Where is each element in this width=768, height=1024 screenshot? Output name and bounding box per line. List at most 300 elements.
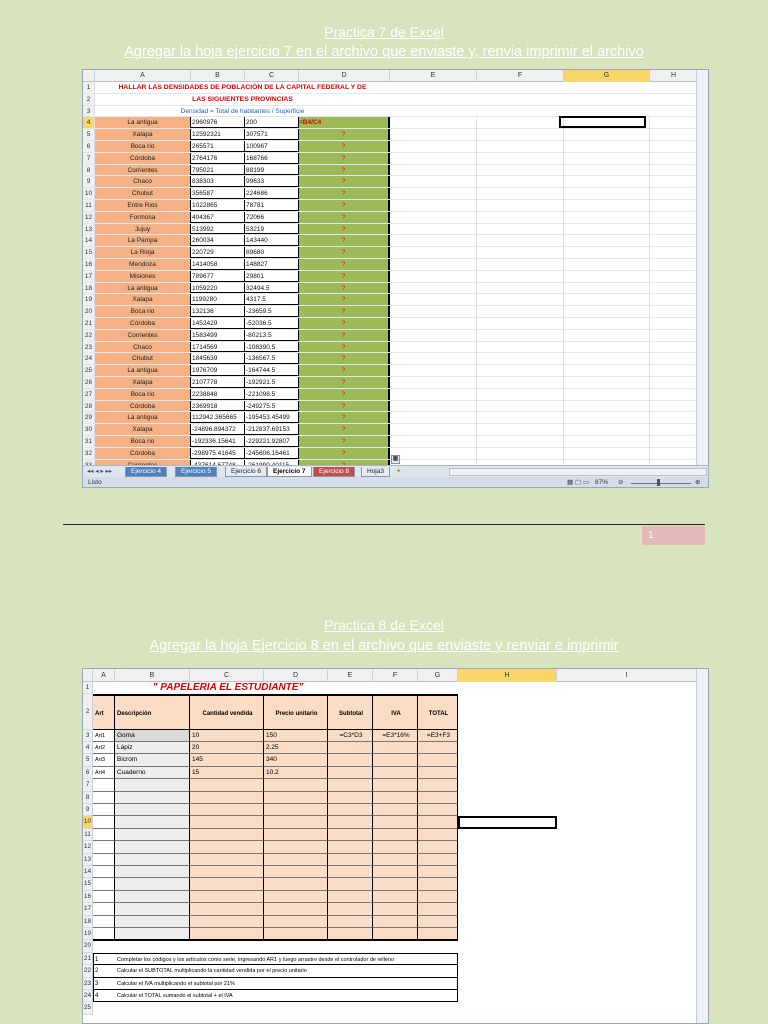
empty-cell[interactable]: [328, 854, 373, 866]
province-cell[interactable]: La Rioja: [95, 247, 191, 258]
density-cell[interactable]: ?: [299, 129, 390, 140]
population-cell[interactable]: 1845639: [191, 353, 245, 364]
empty-cell[interactable]: [650, 389, 698, 400]
density-cell[interactable]: ?: [299, 389, 390, 400]
empty-cell[interactable]: [477, 271, 564, 282]
surface-cell[interactable]: -136567.5: [245, 353, 299, 364]
empty-cell[interactable]: [390, 153, 477, 164]
row-header[interactable]: 1: [83, 682, 93, 694]
surface-cell[interactable]: -192921.5: [245, 377, 299, 388]
population-cell[interactable]: 12592321: [191, 129, 245, 140]
province-cell[interactable]: Boca rio: [95, 389, 191, 400]
population-cell[interactable]: -192336.15641: [191, 436, 245, 447]
empty-cell[interactable]: [373, 866, 418, 878]
item-iva-cell[interactable]: [373, 767, 418, 779]
province-cell[interactable]: Mendoza: [95, 259, 191, 270]
surface-cell[interactable]: -108390.5: [245, 342, 299, 353]
empty-cell[interactable]: [93, 841, 115, 853]
empty-cell[interactable]: [373, 854, 418, 866]
population-cell[interactable]: 2764176: [191, 153, 245, 164]
empty-cell[interactable]: [564, 165, 650, 176]
density-cell[interactable]: ?: [299, 448, 390, 459]
empty-cell[interactable]: [477, 176, 564, 187]
surface-cell[interactable]: 4317.5: [245, 294, 299, 305]
row-header[interactable]: 27: [83, 389, 95, 400]
empty-cell[interactable]: [390, 176, 477, 187]
item-iva-cell[interactable]: [373, 754, 418, 766]
empty-cell[interactable]: [477, 141, 564, 152]
empty-cell[interactable]: [93, 792, 115, 804]
item-sub-cell[interactable]: [328, 742, 373, 754]
province-cell[interactable]: La antigua: [95, 365, 191, 376]
empty-cell[interactable]: [373, 891, 418, 903]
empty-cell[interactable]: [115, 841, 190, 853]
row-header[interactable]: 13: [83, 224, 95, 235]
row-header[interactable]: 25: [83, 365, 95, 376]
empty-cell[interactable]: [190, 779, 264, 791]
empty-cell[interactable]: [650, 188, 698, 199]
empty-cell[interactable]: [190, 854, 264, 866]
empty-cell[interactable]: [477, 165, 564, 176]
row-header[interactable]: 16: [83, 891, 93, 903]
row-header[interactable]: 10: [83, 188, 95, 199]
surface-cell[interactable]: -245606.16461: [245, 448, 299, 459]
empty-cell[interactable]: [264, 779, 328, 791]
surface-cell[interactable]: 72066: [245, 212, 299, 223]
province-cell[interactable]: Xalapa: [95, 294, 191, 305]
row-header[interactable]: 17: [83, 271, 95, 282]
empty-cell[interactable]: [328, 916, 373, 928]
empty-cell[interactable]: [93, 866, 115, 878]
density-cell[interactable]: ?: [299, 365, 390, 376]
empty-cell[interactable]: [564, 353, 650, 364]
empty-cell[interactable]: [564, 247, 650, 258]
province-cell[interactable]: Chubut: [95, 188, 191, 199]
empty-cell[interactable]: [477, 235, 564, 246]
tab-hoja3[interactable]: Hoja3: [361, 467, 390, 477]
empty-cell[interactable]: [390, 389, 477, 400]
surface-cell[interactable]: -229221.92807: [245, 436, 299, 447]
column-header-h[interactable]: H: [650, 70, 698, 82]
empty-cell[interactable]: [477, 353, 564, 364]
population-cell[interactable]: 2960976: [191, 117, 245, 128]
row-header[interactable]: 25: [83, 1002, 93, 1014]
row-header[interactable]: 23: [83, 978, 93, 990]
empty-cell[interactable]: [564, 377, 650, 388]
empty-cell[interactable]: [564, 306, 650, 317]
empty-cell[interactable]: [190, 792, 264, 804]
empty-cell[interactable]: [418, 804, 458, 816]
empty-cell[interactable]: [650, 224, 698, 235]
row-header[interactable]: 9: [83, 804, 93, 816]
empty-cell[interactable]: [328, 878, 373, 890]
empty-cell[interactable]: [390, 259, 477, 270]
zoom-slider[interactable]: [631, 483, 691, 484]
empty-cell[interactable]: [564, 200, 650, 211]
empty-cell[interactable]: [418, 854, 458, 866]
column-header-a[interactable]: A: [95, 70, 191, 82]
surface-cell[interactable]: 29801: [245, 271, 299, 282]
empty-cell[interactable]: [373, 841, 418, 853]
density-cell[interactable]: ?: [299, 318, 390, 329]
row-header[interactable]: 18: [83, 283, 95, 294]
density-cell[interactable]: ?: [299, 235, 390, 246]
surface-cell[interactable]: -249275.5: [245, 401, 299, 412]
population-cell[interactable]: 1414058: [191, 259, 245, 270]
empty-cell[interactable]: [650, 176, 698, 187]
empty-cell[interactable]: [650, 200, 698, 211]
item-price-cell[interactable]: 150: [264, 730, 328, 742]
row-header[interactable]: 11: [83, 829, 93, 841]
row-header[interactable]: 5: [83, 129, 95, 140]
empty-cell[interactable]: [477, 259, 564, 270]
empty-cell[interactable]: [564, 330, 650, 341]
surface-cell[interactable]: 168766: [245, 153, 299, 164]
empty-cell[interactable]: [564, 235, 650, 246]
province-cell[interactable]: Chubut: [95, 353, 191, 364]
province-cell[interactable]: Córdoba: [95, 153, 191, 164]
empty-cell[interactable]: [477, 224, 564, 235]
density-cell[interactable]: ?: [299, 200, 390, 211]
item-price-cell[interactable]: 10.2: [264, 767, 328, 779]
empty-cell[interactable]: [650, 129, 698, 140]
empty-cell[interactable]: [564, 259, 650, 270]
empty-cell[interactable]: [264, 903, 328, 915]
empty-cell[interactable]: [418, 878, 458, 890]
row-header[interactable]: 9: [83, 176, 95, 187]
empty-cell[interactable]: [373, 779, 418, 791]
item-price-cell[interactable]: 340: [264, 754, 328, 766]
row-header[interactable]: 24: [83, 353, 95, 364]
column-header-d[interactable]: D: [264, 669, 328, 682]
empty-cell[interactable]: [477, 377, 564, 388]
province-cell[interactable]: Xalapa: [95, 424, 191, 435]
item-iva-cell[interactable]: =E3*16%: [373, 730, 418, 742]
empty-cell[interactable]: [190, 829, 264, 841]
row-header[interactable]: 8: [83, 165, 95, 176]
empty-cell[interactable]: [373, 916, 418, 928]
empty-cell[interactable]: [390, 401, 477, 412]
item-qty-cell[interactable]: 20: [190, 742, 264, 754]
density-cell[interactable]: ?: [299, 141, 390, 152]
empty-cell[interactable]: [328, 792, 373, 804]
empty-cell[interactable]: [190, 916, 264, 928]
row-header[interactable]: 20: [83, 940, 93, 952]
column-header-b[interactable]: B: [115, 669, 190, 682]
province-cell[interactable]: Xalapa: [95, 377, 191, 388]
row-header[interactable]: 30: [83, 424, 95, 435]
density-cell[interactable]: ?: [299, 153, 390, 164]
empty-cell[interactable]: [477, 342, 564, 353]
empty-cell[interactable]: [328, 841, 373, 853]
empty-cell[interactable]: [328, 779, 373, 791]
row-header[interactable]: 3: [83, 730, 93, 742]
row-header[interactable]: 29: [83, 412, 95, 423]
population-cell[interactable]: 404367: [191, 212, 245, 223]
empty-cell[interactable]: [650, 342, 698, 353]
column-header-e[interactable]: E: [390, 70, 477, 82]
surface-cell[interactable]: -52036.5: [245, 318, 299, 329]
empty-cell[interactable]: [190, 891, 264, 903]
empty-cell[interactable]: [477, 412, 564, 423]
empty-cell[interactable]: [564, 176, 650, 187]
population-cell[interactable]: 1022865: [191, 200, 245, 211]
empty-cell[interactable]: [650, 412, 698, 423]
row-header[interactable]: 7: [83, 779, 93, 791]
surface-cell[interactable]: 53219: [245, 224, 299, 235]
empty-cell[interactable]: [190, 841, 264, 853]
surface-cell[interactable]: -23659.5: [245, 306, 299, 317]
row-header[interactable]: 15: [83, 878, 93, 890]
empty-cell[interactable]: [328, 829, 373, 841]
province-cell[interactable]: Boca rio: [95, 141, 191, 152]
empty-cell[interactable]: [564, 389, 650, 400]
empty-cell[interactable]: [93, 816, 115, 828]
row-header[interactable]: 19: [83, 294, 95, 305]
item-price-cell[interactable]: 2.25: [264, 742, 328, 754]
item-total-cell[interactable]: [418, 754, 458, 766]
empty-cell[interactable]: [477, 306, 564, 317]
surface-cell[interactable]: 148827: [245, 259, 299, 270]
province-cell[interactable]: La antigua: [95, 283, 191, 294]
population-cell[interactable]: 132136: [191, 306, 245, 317]
empty-cell[interactable]: [418, 891, 458, 903]
row-header[interactable]: 10: [83, 816, 93, 828]
zoom-slider-thumb[interactable]: [657, 479, 660, 486]
province-cell[interactable]: Formosa: [95, 212, 191, 223]
item-art-cell[interactable]: Art2: [93, 742, 115, 754]
empty-cell[interactable]: [477, 117, 564, 128]
empty-cell[interactable]: [477, 389, 564, 400]
empty-cell[interactable]: [390, 436, 477, 447]
tab-ejercicio-5[interactable]: Ejercicio 5: [175, 467, 217, 477]
empty-cell[interactable]: [564, 342, 650, 353]
empty-cell[interactable]: [328, 866, 373, 878]
item-iva-cell[interactable]: [373, 742, 418, 754]
surface-cell[interactable]: 100967: [245, 141, 299, 152]
empty-cell[interactable]: [650, 235, 698, 246]
row-header[interactable]: 24: [83, 990, 93, 1002]
empty-cell[interactable]: [564, 283, 650, 294]
empty-cell[interactable]: [390, 283, 477, 294]
empty-cell[interactable]: [650, 271, 698, 282]
empty-cell[interactable]: [93, 903, 115, 915]
row-header[interactable]: 32: [83, 448, 95, 459]
surface-cell[interactable]: -80213.5: [245, 330, 299, 341]
surface-cell[interactable]: -164744.5: [245, 365, 299, 376]
surface-cell[interactable]: 89680: [245, 247, 299, 258]
column-header-h[interactable]: H: [458, 669, 557, 682]
row-header[interactable]: 2: [83, 94, 95, 105]
row-header[interactable]: 22: [83, 330, 95, 341]
empty-cell[interactable]: [115, 903, 190, 915]
empty-cell[interactable]: [564, 294, 650, 305]
province-cell[interactable]: Corrientes: [95, 330, 191, 341]
empty-cell[interactable]: [650, 212, 698, 223]
empty-cell[interactable]: [93, 804, 115, 816]
empty-cell[interactable]: [564, 318, 650, 329]
empty-cell[interactable]: [418, 816, 458, 828]
item-qty-cell[interactable]: 10: [190, 730, 264, 742]
population-cell[interactable]: 2238848: [191, 389, 245, 400]
empty-cell[interactable]: [328, 903, 373, 915]
empty-cell[interactable]: [650, 424, 698, 435]
empty-cell[interactable]: [418, 866, 458, 878]
row-header[interactable]: 31: [83, 436, 95, 447]
empty-cell[interactable]: [564, 365, 650, 376]
province-cell[interactable]: Corrientes: [95, 165, 191, 176]
empty-cell[interactable]: [477, 365, 564, 376]
surface-cell[interactable]: -212837.69153: [245, 424, 299, 435]
vertical-scrollbar[interactable]: [696, 70, 708, 465]
row-header[interactable]: 22: [83, 965, 93, 977]
item-qty-cell[interactable]: 145: [190, 754, 264, 766]
province-cell[interactable]: Córdoba: [95, 448, 191, 459]
province-cell[interactable]: Chaco: [95, 176, 191, 187]
empty-cell[interactable]: [650, 353, 698, 364]
empty-cell[interactable]: [390, 188, 477, 199]
vertical-scrollbar[interactable]: [696, 669, 708, 1024]
empty-cell[interactable]: [390, 330, 477, 341]
empty-cell[interactable]: [564, 141, 650, 152]
column-header-i[interactable]: I: [557, 669, 697, 682]
empty-cell[interactable]: [477, 283, 564, 294]
empty-cell[interactable]: [477, 424, 564, 435]
population-cell[interactable]: 838303: [191, 176, 245, 187]
empty-cell[interactable]: [115, 779, 190, 791]
empty-cell[interactable]: [373, 792, 418, 804]
item-sub-cell[interactable]: =C3*D3: [328, 730, 373, 742]
surface-cell[interactable]: 88199: [245, 165, 299, 176]
column-header-c[interactable]: C: [245, 70, 299, 82]
empty-cell[interactable]: [650, 283, 698, 294]
province-cell[interactable]: La antigua: [95, 412, 191, 423]
province-cell[interactable]: La antigua: [95, 117, 191, 128]
empty-cell[interactable]: [477, 330, 564, 341]
row-header[interactable]: 28: [83, 401, 95, 412]
empty-cell[interactable]: [93, 854, 115, 866]
empty-cell[interactable]: [93, 891, 115, 903]
population-cell[interactable]: 1199280: [191, 294, 245, 305]
empty-cell[interactable]: [564, 129, 650, 140]
density-cell[interactable]: ?: [299, 224, 390, 235]
empty-cell[interactable]: [390, 365, 477, 376]
province-cell[interactable]: La Pampa: [95, 235, 191, 246]
province-cell[interactable]: Misiones: [95, 271, 191, 282]
empty-cell[interactable]: [264, 891, 328, 903]
empty-cell[interactable]: [564, 224, 650, 235]
select-all-corner[interactable]: [83, 70, 95, 82]
column-header-g[interactable]: G: [418, 669, 458, 682]
population-cell[interactable]: -298975.41645: [191, 448, 245, 459]
population-cell[interactable]: 1583499: [191, 330, 245, 341]
population-cell[interactable]: 789677: [191, 271, 245, 282]
empty-cell[interactable]: [328, 891, 373, 903]
empty-cell[interactable]: [650, 330, 698, 341]
surface-cell[interactable]: 307571: [245, 129, 299, 140]
surface-cell[interactable]: -221098.5: [245, 389, 299, 400]
empty-cell[interactable]: [373, 804, 418, 816]
empty-cell[interactable]: [564, 188, 650, 199]
density-cell[interactable]: ?: [299, 283, 390, 294]
empty-cell[interactable]: [477, 401, 564, 412]
column-header-f[interactable]: F: [373, 669, 418, 682]
empty-cell[interactable]: [264, 841, 328, 853]
item-sub-cell[interactable]: [328, 754, 373, 766]
row-header[interactable]: 5: [83, 754, 93, 766]
tab-ejercicio-8[interactable]: Ejercicio 8: [313, 467, 355, 477]
empty-cell[interactable]: [650, 165, 698, 176]
population-cell[interactable]: 1059220: [191, 283, 245, 294]
row-header[interactable]: 14: [83, 866, 93, 878]
population-cell[interactable]: 513992: [191, 224, 245, 235]
item-sub-cell[interactable]: [328, 767, 373, 779]
empty-cell[interactable]: [650, 448, 698, 459]
empty-cell[interactable]: [373, 878, 418, 890]
empty-cell[interactable]: [115, 816, 190, 828]
province-cell[interactable]: Xalapa: [95, 129, 191, 140]
tab-ejercicio-7[interactable]: Ejercicio 7: [267, 467, 312, 477]
surface-cell[interactable]: 32494.5: [245, 283, 299, 294]
empty-cell[interactable]: [564, 412, 650, 423]
item-total-cell[interactable]: [418, 767, 458, 779]
column-header-e[interactable]: E: [328, 669, 373, 682]
empty-cell[interactable]: [115, 792, 190, 804]
row-header[interactable]: 26: [83, 377, 95, 388]
population-cell[interactable]: 2107778: [191, 377, 245, 388]
column-header-g[interactable]: G: [564, 70, 650, 82]
density-cell[interactable]: ?: [299, 412, 390, 423]
tab-ejercicio-6[interactable]: Ejercicio 6: [225, 467, 267, 477]
row-header[interactable]: 12: [83, 212, 95, 223]
empty-cell[interactable]: [390, 224, 477, 235]
empty-cell[interactable]: [264, 804, 328, 816]
empty-cell[interactable]: [650, 401, 698, 412]
empty-cell[interactable]: [390, 377, 477, 388]
empty-cell[interactable]: [264, 816, 328, 828]
empty-cell[interactable]: [418, 841, 458, 853]
population-cell[interactable]: 2369918: [191, 401, 245, 412]
empty-cell[interactable]: [115, 878, 190, 890]
item-desc-cell[interactable]: Cuaderno: [115, 767, 190, 779]
empty-cell[interactable]: [264, 829, 328, 841]
row-header[interactable]: 14: [83, 235, 95, 246]
density-cell[interactable]: ?: [299, 294, 390, 305]
empty-cell[interactable]: [477, 200, 564, 211]
surface-cell[interactable]: 224686: [245, 188, 299, 199]
province-cell[interactable]: Boca rio: [95, 436, 191, 447]
empty-cell[interactable]: [390, 318, 477, 329]
density-cell[interactable]: ?: [299, 401, 390, 412]
surface-cell[interactable]: 99633: [245, 176, 299, 187]
empty-cell[interactable]: [477, 153, 564, 164]
surface-cell[interactable]: 200: [245, 117, 299, 128]
province-cell[interactable]: Chaco: [95, 342, 191, 353]
province-cell[interactable]: Córdoba: [95, 401, 191, 412]
column-header-f[interactable]: F: [477, 70, 564, 82]
empty-cell[interactable]: [650, 318, 698, 329]
empty-cell[interactable]: [373, 816, 418, 828]
empty-cell[interactable]: [477, 247, 564, 258]
density-cell[interactable]: ?: [299, 306, 390, 317]
insert-sheet-icon[interactable]: ✦: [396, 468, 402, 475]
density-cell[interactable]: ?: [299, 353, 390, 364]
density-cell[interactable]: ?: [299, 436, 390, 447]
population-cell[interactable]: 1714569: [191, 342, 245, 353]
surface-cell[interactable]: -195453.45499: [245, 412, 299, 423]
density-cell[interactable]: ?: [299, 188, 390, 199]
row-header[interactable]: 1: [83, 82, 95, 93]
